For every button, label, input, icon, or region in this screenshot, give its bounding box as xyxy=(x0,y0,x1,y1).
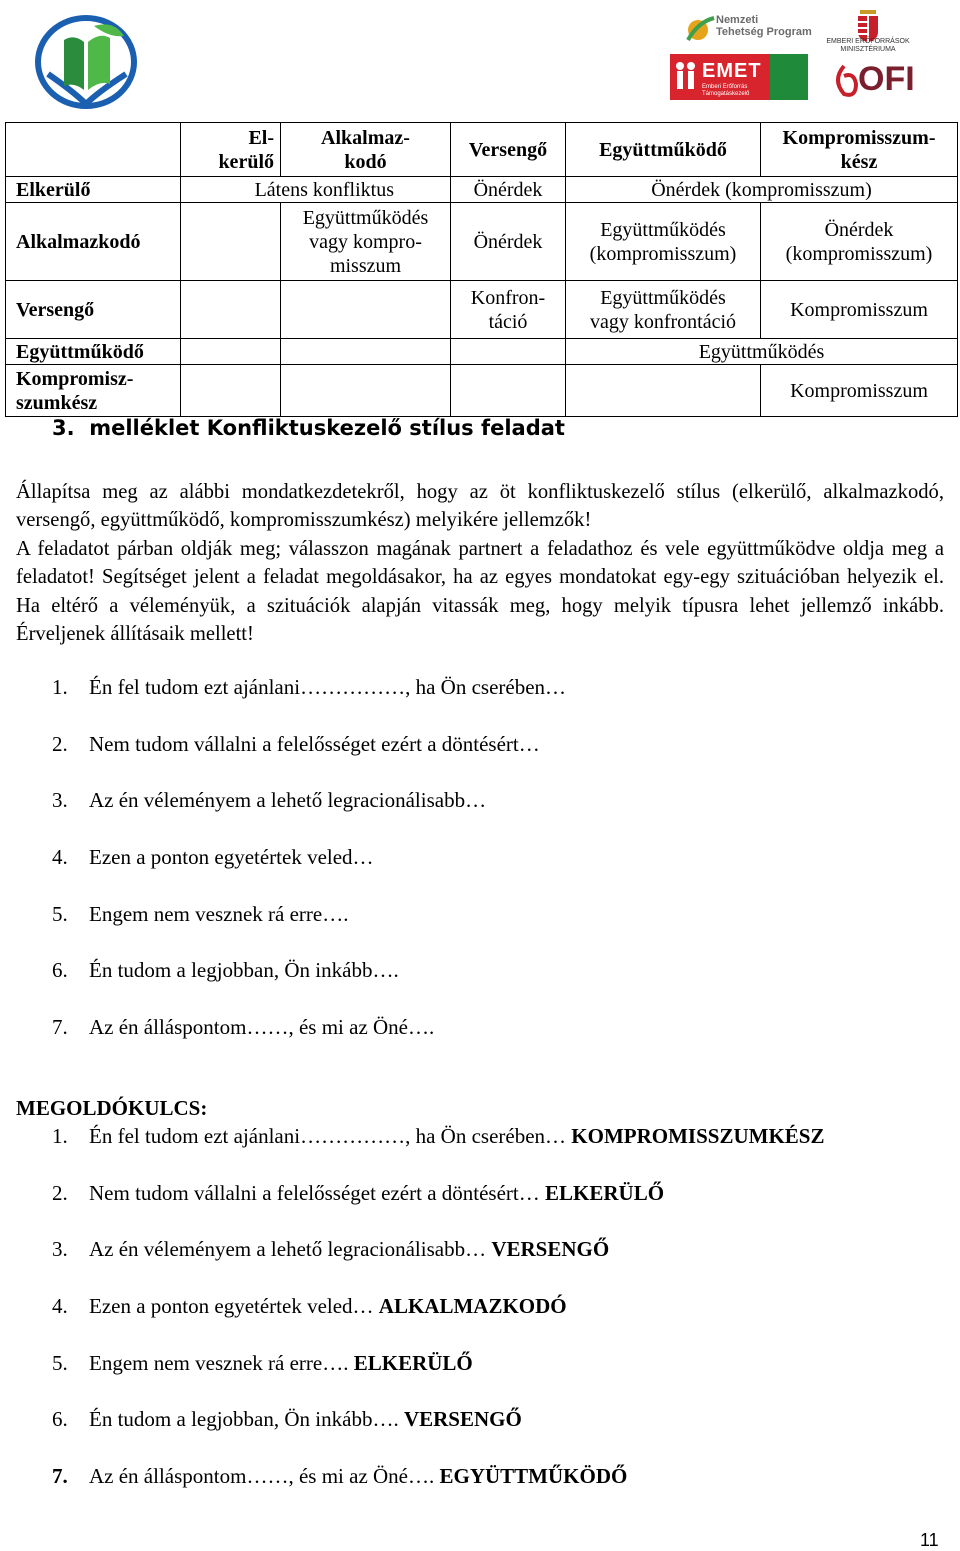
table-row xyxy=(6,203,958,281)
list-item: 4. Ezen a ponton egyetértek veled… ALKALMAZKODÓ xyxy=(52,1294,567,1318)
table-cell xyxy=(281,365,451,417)
row-header-egyuttmukodo: Együttműködő xyxy=(6,339,181,365)
list-item: 7. Az én álláspontom……, és mi az Öné…. EGYÜTTMŰKÖDŐ xyxy=(52,1464,628,1488)
table-row xyxy=(6,281,958,339)
emet-logo: EMET Emberi Erőforrás Támogatáskezelő xyxy=(670,54,808,100)
annex-title xyxy=(52,416,565,440)
table-cell: Kompromisszum xyxy=(761,365,958,417)
table-cell xyxy=(281,339,451,365)
list-item: 6. Én tudom a legjobban, Ön inkább…. xyxy=(52,958,399,982)
page-number: 11 xyxy=(920,1530,939,1550)
instructions xyxy=(16,478,944,648)
table-cell: Együttműködés vagy kompro- misszum xyxy=(281,203,451,281)
answer-label: ELKERÜLŐ xyxy=(353,1351,473,1375)
ntp-logo-text: Nemzeti Tehetség Program xyxy=(716,14,812,38)
book-leaf-logo-icon xyxy=(34,14,138,110)
ofi-logo-text: OFI xyxy=(858,60,915,98)
table-cell: Együttműködés (kompromisszum) xyxy=(566,203,761,281)
instructions-paragraph: A feladatot párban oldják meg; válasszon magának partnert a feladathoz és vele együttműködve oldja meg a feladatot! Segítséget jelent a feladat megoldásakor, ha az egyes mondatokat egy-egy szituációban helyezik el. Ha eltérő a véleményük, a szituációk alapján vitassák meg, hogy melyik típusra lehet jellemző inkább. Érveljenek állításaik mellett! xyxy=(16,537,944,646)
table-corner-cell xyxy=(6,123,181,177)
table-cell: Önérdek (kompromisszum) xyxy=(566,177,958,203)
col-header-alkalmazkodo: Alkalmaz- kodó xyxy=(281,123,451,177)
table-cell: Önérdek xyxy=(451,203,566,281)
table-cell: Együttműködés xyxy=(566,339,958,365)
table-cell: Együttműködés vagy konfrontáció xyxy=(566,281,761,339)
list-item: 3. Az én véleményem a lehető legracionálisabb… xyxy=(52,788,487,812)
table-cell: Látens konfliktus xyxy=(181,177,451,203)
table-cell xyxy=(181,339,281,365)
list-item: 5. Engem nem vesznek rá erre…. ELKERÜLŐ xyxy=(52,1351,473,1375)
table-cell xyxy=(181,281,281,339)
list-item: 5. Engem nem vesznek rá erre…. xyxy=(52,902,349,926)
list-item: 2. Nem tudom vállalni a felelősséget ezért a döntésért… ELKERÜLŐ xyxy=(52,1181,665,1205)
list-item: 3. Az én véleményem a lehető legracionálisabb… VERSENGŐ xyxy=(52,1237,610,1261)
answer-label: ELKERÜLŐ xyxy=(545,1181,665,1205)
col-header-kompromisszumkesz: Kompromisszum- kész xyxy=(761,123,958,177)
answer-label: EGYÜTTMŰKÖDŐ xyxy=(439,1464,628,1488)
col-header-egyuttmukodo: Együttműködő xyxy=(566,123,761,177)
list-item: 2. Nem tudom vállalni a felelősséget ezért a döntésért… xyxy=(52,732,540,756)
table-row xyxy=(6,177,958,203)
answer-label: ALKALMAZKODÓ xyxy=(378,1294,567,1318)
table-row xyxy=(6,365,958,417)
table-cell: Konfron- táció xyxy=(451,281,566,339)
conflict-style-matrix xyxy=(5,122,958,417)
instructions-paragraph: Állapítsa meg az alábbi mondatkezdetekről, hogy az öt konfliktuskezelő stílus (elkerülő, alkalmazkodó, versengő, együttműködő, kompromisszumkész) melyikére jellemzők! xyxy=(16,481,944,532)
answer-label: VERSENGŐ xyxy=(403,1407,522,1431)
row-header-kompromisszumkesz: Kompromisz- szumkész xyxy=(6,365,181,417)
list-item: 7. Az én álláspontom……, és mi az Öné…. xyxy=(52,1015,435,1039)
table-cell: Kompromisszum xyxy=(761,281,958,339)
table-cell: Önérdek xyxy=(451,177,566,203)
table-cell xyxy=(451,365,566,417)
row-header-elkerulo: Elkerülő xyxy=(6,177,181,203)
list-item: 4. Ezen a ponton egyetértek veled… xyxy=(52,845,374,869)
emet-figures-icon xyxy=(674,60,698,94)
table-cell xyxy=(566,365,761,417)
row-header-versengo: Versengő xyxy=(6,281,181,339)
answer-label: VERSENGŐ xyxy=(491,1237,610,1261)
table-header-row xyxy=(6,123,958,177)
emmi-logo-text: EMBERI ERŐFORRÁSOK MINISZTÉRIUMA xyxy=(826,38,910,53)
col-header-versengo: Versengő xyxy=(451,123,566,177)
table-cell xyxy=(181,365,281,417)
table-cell xyxy=(451,339,566,365)
table-cell xyxy=(281,281,451,339)
table-cell: Önérdek (kompromisszum) xyxy=(761,203,958,281)
answer-key-title: MEGOLDÓKULCS: xyxy=(16,1096,208,1120)
table-cell xyxy=(181,203,281,281)
annex-number: 3. xyxy=(52,416,75,440)
list-item: 1. Én fel tudom ezt ajánlani……………, ha Ön cserében… KOMPROMISSZUMKÉSZ xyxy=(52,1124,825,1148)
table-row xyxy=(6,339,958,365)
list-item: 1. Én fel tudom ezt ajánlani……………, ha Ön cserében… xyxy=(52,675,567,699)
col-header-elkerulo: El- kerülő xyxy=(181,123,281,177)
row-header-alkalmazkodo: Alkalmazkodó xyxy=(6,203,181,281)
answer-label: KOMPROMISSZUMKÉSZ xyxy=(571,1124,825,1148)
annex-title-text: melléklet Konfliktuskezelő stílus feladat xyxy=(89,416,565,440)
list-item: 6. Én tudom a legjobban, Ön inkább…. VERSENGŐ xyxy=(52,1407,522,1431)
